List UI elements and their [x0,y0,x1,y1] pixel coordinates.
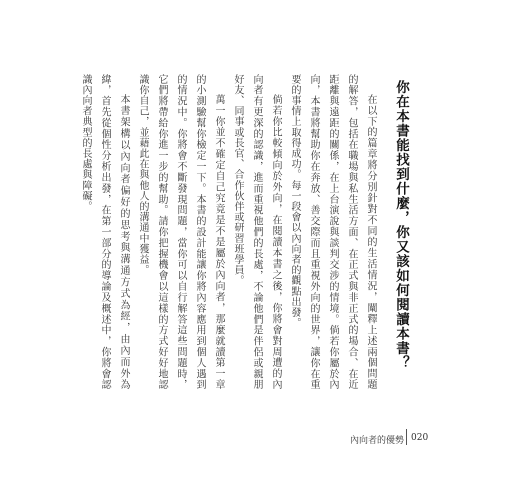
running-footer-title: 內向者的優勢 [349,436,404,446]
paragraph-4: 本書架構以內向者偏好的思考與溝通方式為經，由內而外為緯，首先從個性分析出發，在第一部分的導論及概述中，你將會認識內向者典型的長處與障礙。 [80,74,129,390]
footer-divider [406,429,407,445]
page-number: 020 [411,433,429,443]
vertical-text-block [80,74,414,390]
paragraph-1: 在以下的篇章將分別針對不同的生活情況，闡釋上述兩個問題的解答，包括在職場與私生活方面、在正式與非正式的場合、在近距離與遠距的關係，在上台演說與談判交涉的情境。倘若你屬於內向，本書將幫助你在奔放、善交際而且重視外向的世界，讓你在重要的事情上取得成功。每一段會以內向者的觀點出發。 [289,74,376,390]
paragraph-2: 倘若你比較傾向於外向，在閱讀本書之後，你將會對周遭的內向者有更深的認識，進而重視他們的長處，不論他們是伴侶或親朋好友、同事或長官、合作伙伴或研習班學員。 [232,74,281,390]
paragraph-3: 萬一你並不確定自己究竟是不是屬於內向者，那麼就讀第一章的小測驗幫你檢定一下。本書的設計能讓你將內容應用到個人遇到的情況中。你將會不斷發現問題，當你可以自行解答這些問題時，它們將帶給你進一步的幫助。請你把握機會以這樣的方式好好地認識你自己，並藉此在與他人的溝通中獲益。 [137,74,224,390]
section-heading: 你在本書能找到什麼，你又該如何閱讀本書？ [393,80,409,370]
